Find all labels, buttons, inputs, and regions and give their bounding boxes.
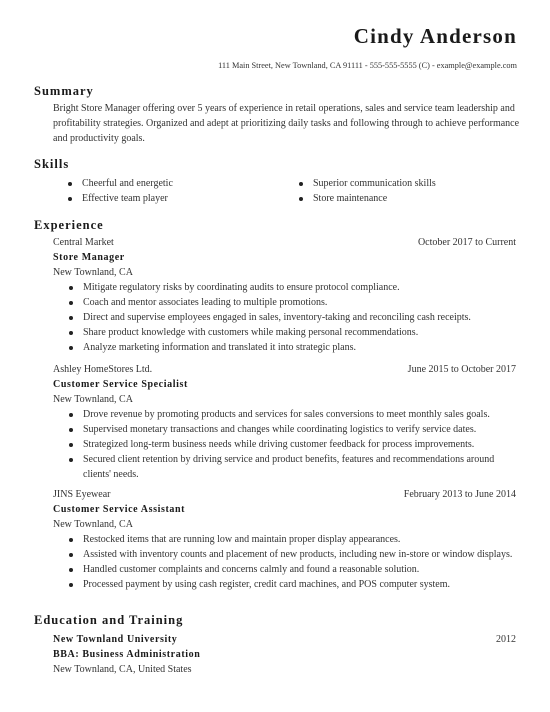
job-bullet: Processed payment by using cash register, credit card machines, and POS computer system. — [67, 577, 516, 592]
job-title: Store Manager — [53, 252, 125, 263]
job-bullet: Coach and mentor associates leading to multiple promotions. — [67, 295, 516, 310]
job-location: New Townland, CA — [53, 267, 133, 278]
experience-heading: Experience — [34, 218, 104, 232]
job-bullet: Handled customer complaints and concerns calmly and found a reasonable solution. — [67, 562, 516, 577]
job-bullet: Secured client retention by driving service and product benefits, features and recommendations around clients' needs. — [67, 452, 516, 482]
job-bullet: Analyze marketing information and translated it into strategic plans. — [67, 340, 516, 355]
skill-item: Cheerful and energetic — [66, 176, 173, 191]
education-entry — [53, 632, 516, 677]
summary-text: Bright Store Manager offering over 5 years of experience in retail operations, sales and service team leadership and profitability strategies. Organized and adept at prioritizing daily tasks and following through to achieve performance and productivity goals. — [53, 103, 520, 144]
summary-heading: Summary — [34, 84, 94, 98]
skill-item: Effective team player — [66, 191, 173, 206]
job-bullets — [53, 407, 516, 482]
job-dates: October 2017 to Current — [417, 237, 516, 248]
skill-item: Superior communication skills — [297, 176, 436, 191]
job-dates: June 2015 to October 2017 — [407, 364, 516, 375]
job-entry — [53, 487, 516, 592]
job-bullet: Share product knowledge with customers while making personal recommendations. — [67, 325, 516, 340]
job-bullet: Restocked items that are running low and maintain proper display appearances. — [67, 532, 516, 547]
contact-line: 111 Main Street, New Townland, CA 91111 - 555-555-5555 (C) - example@example.com — [218, 61, 517, 70]
job-entry — [53, 362, 516, 482]
job-location: New Townland, CA — [53, 394, 133, 405]
job-bullet: Mitigate regulatory risks by coordinating audits to ensure protocol compliance. — [67, 280, 516, 295]
job-company: Central Market — [53, 237, 114, 248]
education-year: 2012 — [496, 634, 516, 645]
education-heading: Education and Training — [34, 613, 184, 627]
job-bullet: Direct and supervise employees engaged in sales, inventory-taking and reconciling cash receipts. — [67, 310, 516, 325]
skill-item: Store maintenance — [297, 191, 436, 206]
education-location: New Townland, CA, United States — [53, 664, 192, 675]
education-degree: BBA: Business Administration — [53, 649, 201, 660]
job-dates: February 2013 to June 2014 — [403, 489, 516, 500]
job-entry — [53, 235, 516, 355]
job-bullet: Supervised monetary transactions and changes while coordinating logistics to verify service dates. — [67, 422, 516, 437]
job-bullet: Strategized long-term business needs while driving customer feedback for process improvements. — [67, 437, 516, 452]
job-bullets — [53, 532, 516, 592]
job-bullet: Assisted with inventory counts and placement of new products, including new in-store or window displays. — [67, 547, 516, 562]
job-title: Customer Service Assistant — [53, 504, 186, 515]
skills-heading: Skills — [34, 157, 70, 171]
job-bullet: Drove revenue by promoting products and services for sales conversions to meet monthly sales goals. — [67, 407, 516, 422]
skills-list-right — [297, 176, 436, 206]
job-location: New Townland, CA — [53, 519, 133, 530]
job-bullets — [53, 280, 516, 355]
education-school: New Townland University — [53, 634, 178, 645]
skills-list-left — [66, 176, 173, 206]
job-title: Customer Service Specialist — [53, 379, 188, 390]
job-company: JINS Eyewear — [53, 489, 111, 500]
job-company: Ashley HomeStores Ltd. — [53, 364, 153, 375]
candidate-name: Cindy Anderson — [353, 24, 517, 48]
